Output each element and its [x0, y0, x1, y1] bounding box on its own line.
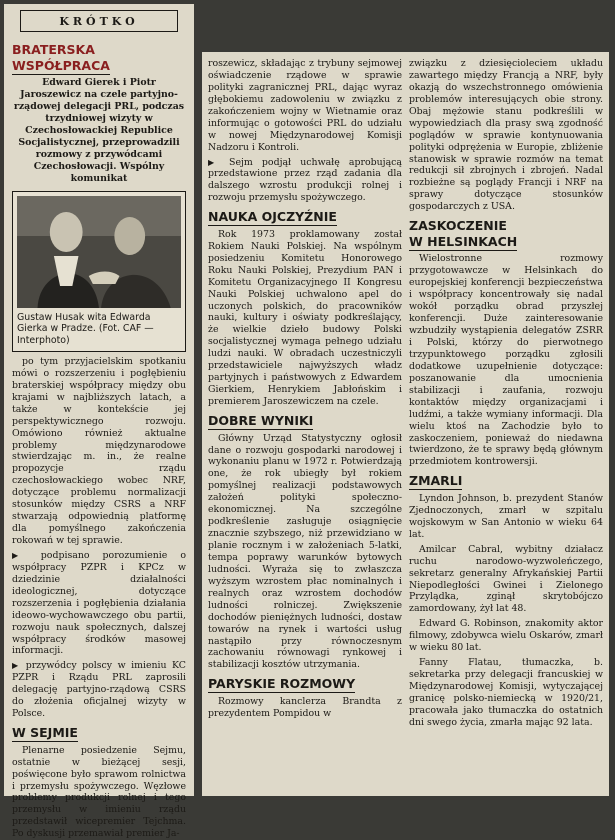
- news-photo: [12, 191, 186, 352]
- heading-line: W SEJMIE: [12, 725, 78, 741]
- article-heading: [208, 209, 402, 225]
- article-paragraph: po tym przyjacielskim spotkaniu mówi o rozszerzeniu i pogłębieniu braterskiej współpracy między obu krajami w najbliższych latach, a także w kontekście jej perspektywicznego rozwoju. Omówiono również aktualne problemy międzynarodowe stwierdzając m. in., że realne propozycje rządu czechosłowackiego wobec NRF, dotyczące problemu normalizacji stosunków między CSRS a NRF stwarzają odpowiednią platformę dla pomyślnego zakończenia rokowań w tej sprawie.: [12, 355, 186, 546]
- bullet-arrow-icon: ▶: [208, 157, 230, 167]
- bullet-paragraph: [12, 550, 186, 657]
- article-paragraph: Główny Urząd Statystyczny ogłosił dane o rozwoju gospodarki narodowej i wykonaniu planu w 1972 r. Potwierdzają one, że rok ubiegły był rokiem pomyślnej realizacji podstawowych założeń polityki społeczno-ekonomicznej. Na szczególne podkreślenie zasługuje osiągnięcie znacznie szybszego, niż przewidziano w planie rocznym i w założeniach 5-latki, tempa poprawy warunków bytowych ludności. Wyraża się to zwłaszcza wyższym wzrostem płac nominalnych i realnych oraz wzrostem dochodów ludności rolniczej. Zwiększenie dochodów pieniężnych ludności, dostaw towarów na rynek i wartości usług nastąpiło przy równoczesnym zachowaniu równowagi rynkowej i stabilizacji kosztów utrzymania.: [208, 432, 402, 671]
- obituary-paragraph: Edward G. Robinson, znakomity aktor filmowy, zdobywca wielu Oskarów, zmarł w wieku 80 lat.: [409, 618, 603, 654]
- news-column: [208, 58, 402, 790]
- article-paragraph: Wielostronne rozmowy przygotowawcze w Helsinkach do europejskiej konferencji bezpieczeństwa i współpracy koncentrowały się nadal wokół porządku obrad przyszłej konferencji. Duże zainteresowanie wzbudziły wystąpienia delegatów ZSRR i Polski, którzy do pierwotnego trzypunktowego porządku zgłosili dodatkowe uzupełnienie dotyczące: poszanowanie dla umocnienia stabilizacji i zaufania, rozwoju kontaktów między organizacjami i ludźmi, a także wymiany informacji. Dla wielu ktoś na Zachodzie było to zaskoczeniem, ponieważ do niedawna twierdzono, że te sprawy będą głównym przedmiotem kontrowersji.: [409, 253, 603, 468]
- bullet-text: podpisano porozumienie o współpracy PZPR i KPCz w dziedzinie działalności ideologicznej, dotyczące rozszerzenia i pogłębienia działania ideowo-wychowawczego obu partii, rozwoju nauk społecznych, dalszej współpracy środków masowej informacji.: [12, 549, 186, 657]
- photo-caption: Gustaw Husak wita Edwarda Gierka w Pradze. (Fot. CAF — Interphoto): [17, 311, 154, 347]
- article-heading: [409, 473, 603, 489]
- obituary-paragraph: Lyndon Johnson, b. prezydent Stanów Zjednoczonych, zmarł w szpitalu wojskowym w San Antonio w wieku 64 lat.: [409, 492, 603, 540]
- heading-line: ZASKOCZENIE: [409, 218, 507, 234]
- bullet-arrow-icon: ▶: [12, 550, 41, 560]
- article-heading: [12, 725, 186, 741]
- section-header: KRÓTKO: [20, 10, 178, 32]
- heading-line: WSPÓŁPRACA: [12, 57, 110, 73]
- article-lead: Edward Gierek i Piotr Jaroszewicz na czele partyjno-rządowej delegacji PRL, podczas trzydniowej wizyty w Czechosłowackiej Republice Socjalistycznej, przeprowadzili rozmowy z przywódcami Czechosłowacji. Wspólny komunikat: [13, 77, 185, 184]
- right-news-page: [202, 52, 609, 796]
- bullet-arrow-icon: ▶: [12, 661, 26, 671]
- article-paragraph: Rok 1973 proklamowany został Rokiem Nauki Polskiej. Na wspólnym posiedzeniu Komitetu Honorowego Roku Nauki Polskiej, Prezydium PAN i Komitetu Organizacyjnego II Kongresu Nauki Polskiej uchwalono apel do uczonych polskich, do pracowników nauki, kultury i oświaty podkreślający, że wielkie dzieło budowy Polski socjalistycznej wymaga pełnego udziału ludzi nauki. W obradach uczestniczyli przedstawiciele najwyższych władz partyjnych i państwowych z Edwardem Gierkiem, Henrykiem Jabłońskim i premierem Jaroszewiczem na czele.: [208, 228, 402, 407]
- left-news-column: [4, 4, 194, 840]
- article-heading: [12, 42, 186, 73]
- heading-line: DOBRE WYNIKI: [208, 412, 314, 428]
- article-heading: [208, 676, 402, 692]
- article-heading: [208, 413, 402, 429]
- article-paragraph: związku z dziesięcioleciem układu zawartego między Francją a NRF, były okazją do wszechstronnego omówienia problemów interesujących obie strony. Obaj mężowie stanu podkreślili w wypowiedziach dla prasy swą zgodność poglądów w sprawie kontynuowania polityki odprężenia w Europie, zbliżenie stanowisk w sprawie rozmów na temat redukcji sił zbrojnych i zbrojeń. Nadal rozbieżne są poglądy Francji i NRF na sprawy dotyczące stosunków gospodarczych z USA.: [409, 58, 603, 213]
- heading-line: NAUKA OJCZYŹNIE: [208, 209, 337, 225]
- article-paragraph: Rozmowy kanclerza Brandta z prezydentem Pompidou w: [208, 695, 402, 719]
- heading-line: BRATERSKA: [12, 42, 95, 57]
- bullet-text: przywódcy polscy w imieniu KC PZPR i Rządu PRL zaprosili delegację partyjno-rządową CSRS do złożenia oficjalnej wizyty w Polsce.: [12, 660, 186, 720]
- heading-line: ZMARLI: [409, 473, 463, 489]
- heading-line: W HELSINKACH: [409, 233, 518, 249]
- obituary-paragraph: Fanny Flatau, tłumaczka, b. sekretarka przy delegacji francuskiej w Międzynarodowej Komisji, wytyczającej granicę polsko-niemiecką w 1920/21, pracowała jako tłumaczka do ostatnich dni swego życia, zmarła mając 92 lata.: [409, 657, 603, 728]
- photo-image: [17, 196, 181, 308]
- heading-line: PARYSKIE ROZMOWY: [208, 676, 356, 692]
- article-paragraph: roszewicz, składając z trybuny sejmowej oświadczenie rządowe w sprawie polityki zagranicznej PRL, dając wyraz głębokiemu zadowoleniu w związku z zakończeniem wojny w Wietnamie oraz informując o gotowości PRL do udziału w nowej Międzynarodowej Komisji Nadzoru i Kontroli.: [208, 58, 402, 153]
- bullet-paragraph: [208, 157, 402, 205]
- bullet-text: Sejm podjął uchwałę aprobującą przedstawione przez rząd zadania dla dalszego wzrostu produkcji rolnej i rozwoju przemysłu spożywczego.: [208, 156, 402, 204]
- bullet-paragraph: [12, 660, 186, 720]
- obituary-paragraph: Amilcar Cabral, wybitny działacz ruchu narodowo-wyzwoleńczego, sekretarz generalny Afrykańskiej Partii Niepodległości Gwinei i Zielonego Przylądka, zginął skrytobójczo zamordowany, żył lat 48.: [409, 543, 603, 615]
- news-column: [409, 58, 603, 790]
- article-heading: [409, 218, 603, 249]
- article-paragraph: Plenarne posiedzenie Sejmu, ostatnie w bieżącej sesji, poświęcone było sprawom rolnictwa i przemysłu spożywczego. Węzłowe problemy produkcji rolnej i tego przemysłu w imieniu rządu przedstawił wicepremier Tejchma. Po dyskusji przemawiał premier Ja-: [12, 744, 186, 840]
